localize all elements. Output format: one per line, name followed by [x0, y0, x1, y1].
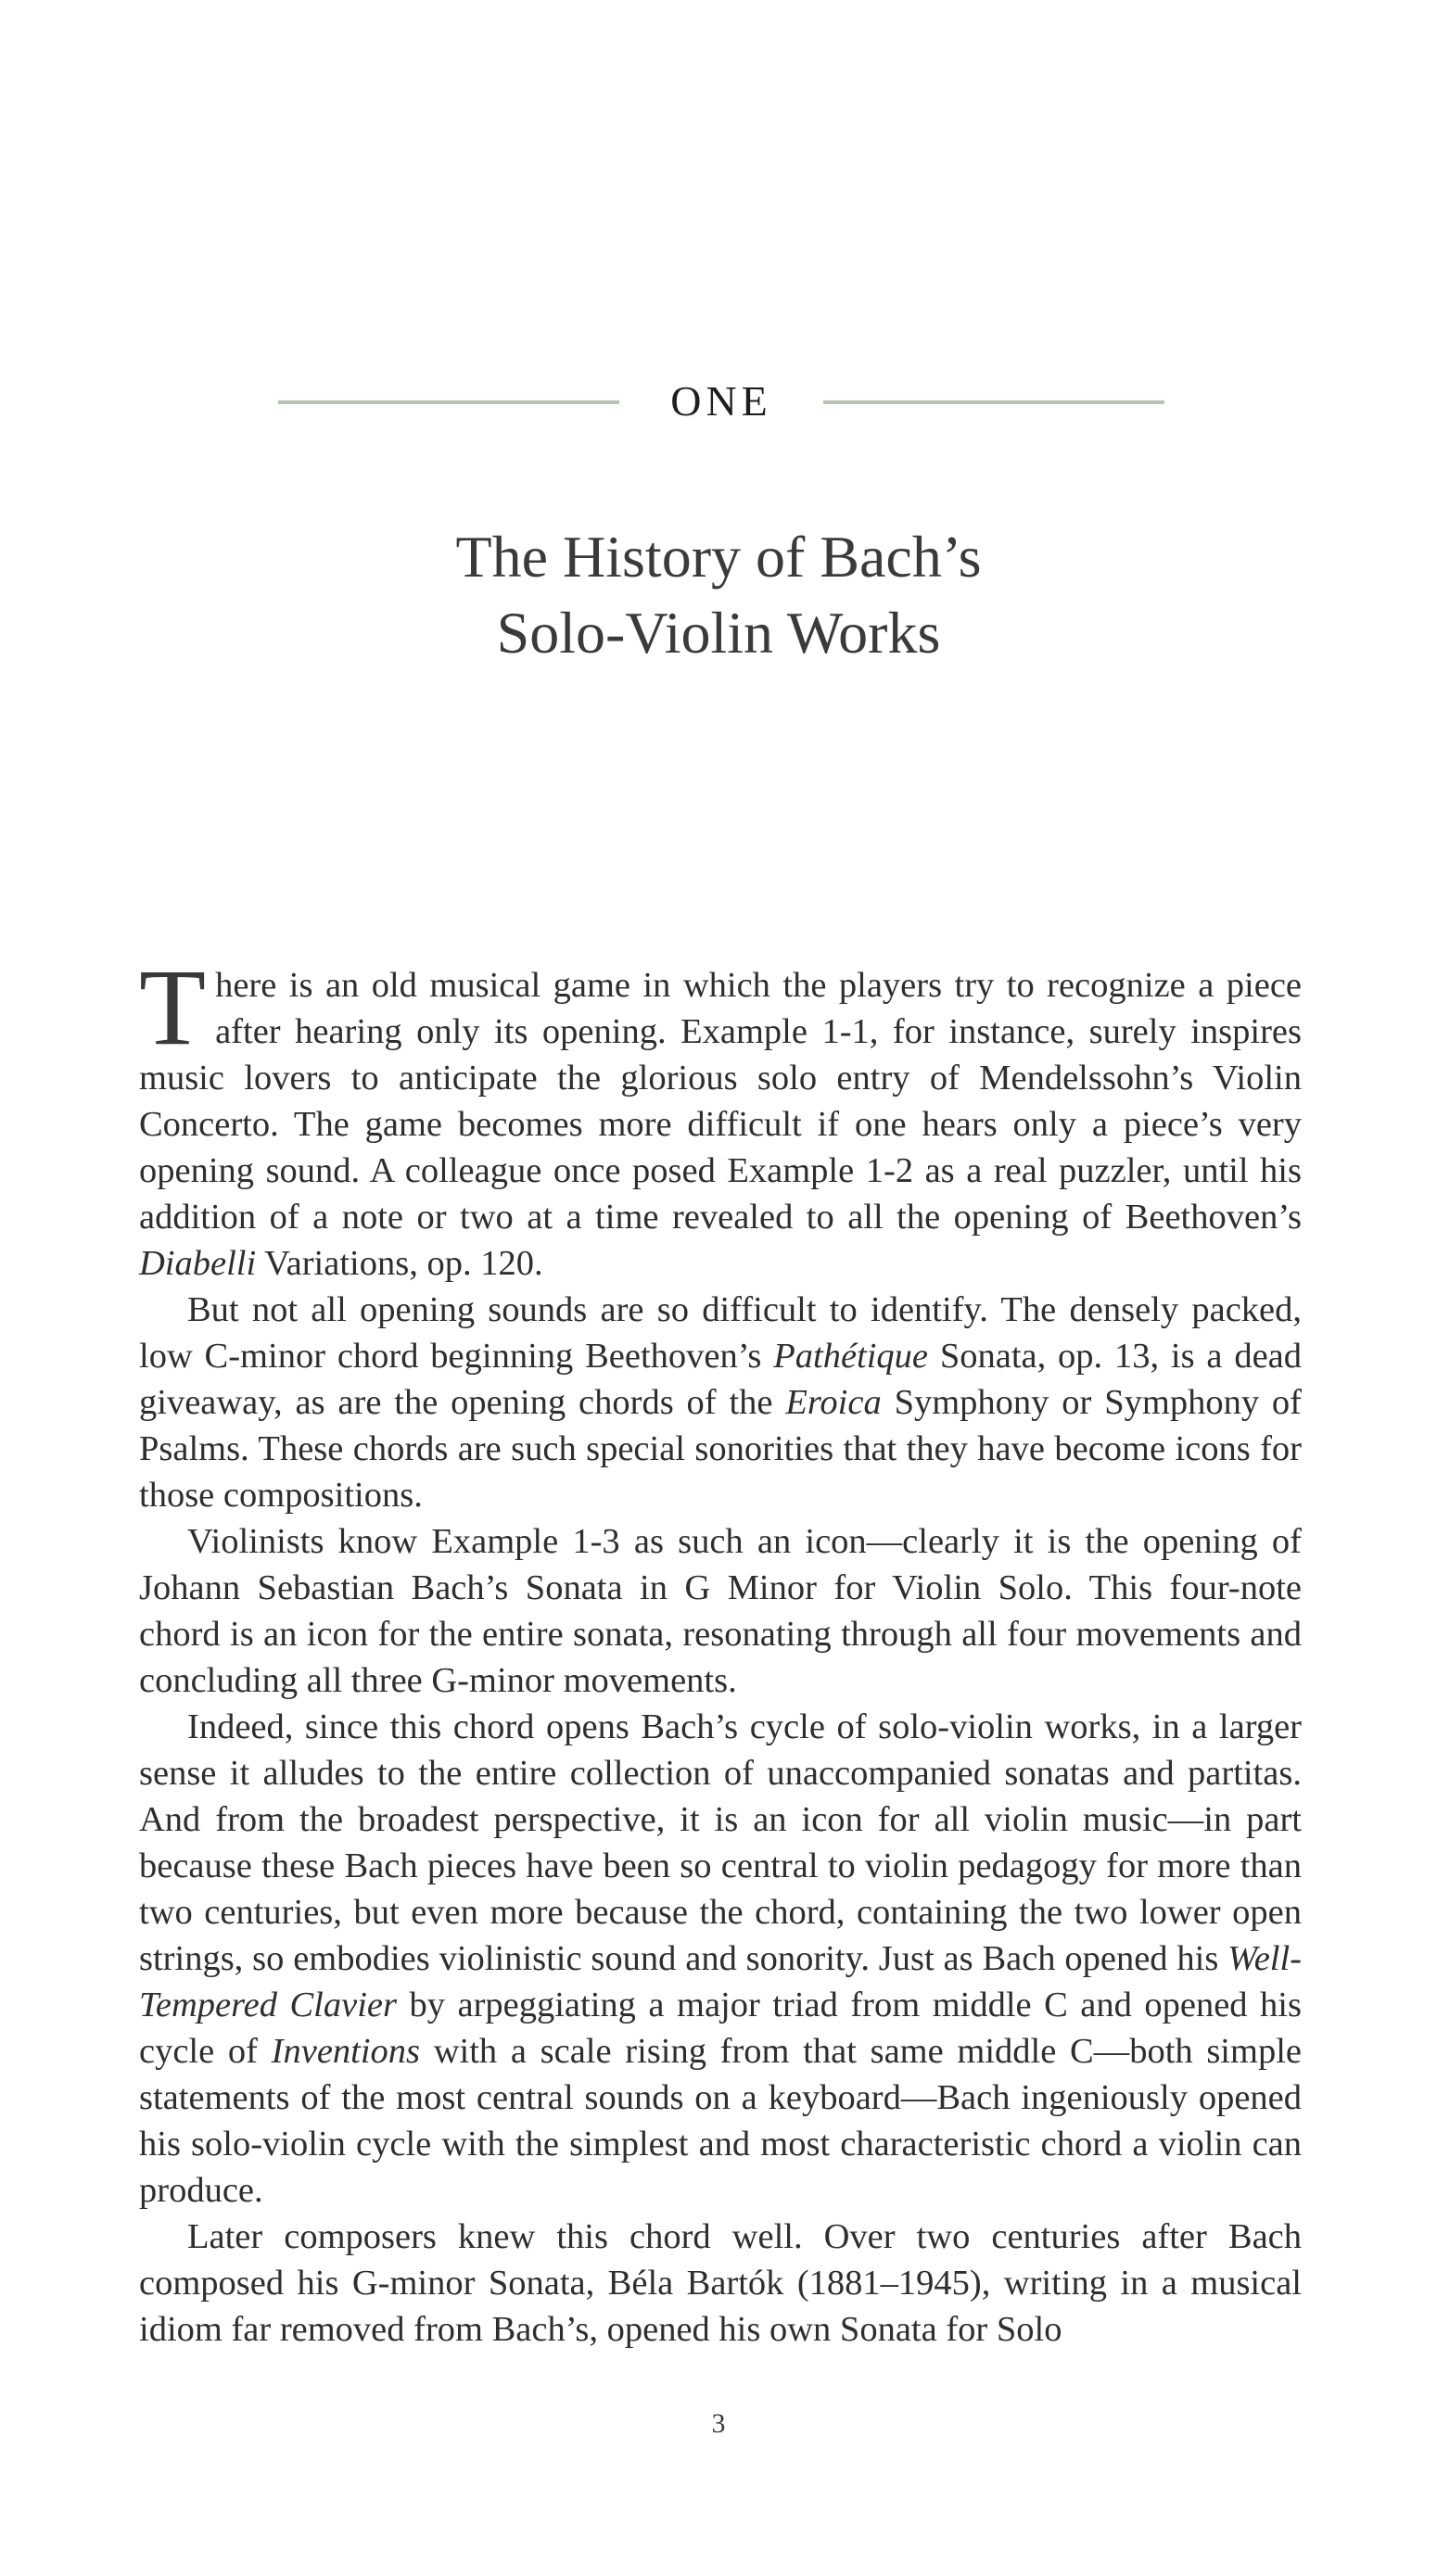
chapter-rule-left — [278, 400, 619, 404]
paragraph-2-text-b: Sonata, op. 13, is a dead giveaway, as are the opening chords of the — [139, 1337, 1302, 1422]
paragraph-3-text: Violinists know Example 1-3 as such an icon—clearly it is the opening of Johann Sebastian Bach’s Sonata in G Minor for Violin Solo. This four-note chord is an icon for the entire sonata, resonating through all four movements and concluding all three G-minor movements. — [139, 1522, 1302, 1700]
italic-title-well-tempered-clavier: Well-Tempered Clavier — [139, 1939, 1302, 2024]
paragraph-3 — [139, 1518, 1302, 1704]
chapter-rule-right — [823, 400, 1164, 404]
paragraph-5 — [139, 2214, 1302, 2353]
italic-title-inventions: Inventions — [271, 2032, 421, 2071]
chapter-title-line-1: The History of Bach’s — [455, 524, 982, 590]
paragraph-2-text-a: But not all opening sounds are so difficult to identify. The densely packed, low C-minor chord beginning Beethoven’s — [139, 1290, 1302, 1376]
paragraph-4 — [139, 1704, 1302, 2214]
paragraph-4-text-c: with a scale rising from that same middle C—both simple statements of the most central sounds on a keyboard—Bach ingeniously opened his solo-violin cycle with the simplest and most characteristic chord a violin can produce. — [139, 2032, 1302, 2210]
chapter-title-line-2: Solo-Violin Works — [496, 600, 941, 666]
paragraph-5-text: Later composers knew this chord well. Over two centuries after Bach composed his G-minor Sonata, Béla Bartók (1881–1945), writing in a musical idiom far removed from Bach’s, opened his own Sonata for Solo — [139, 2217, 1302, 2349]
chapter-number: ONE — [670, 377, 772, 425]
body-text — [139, 946, 1302, 2353]
italic-title-eroica: Eroica — [785, 1383, 882, 1422]
italic-title-pathetique: Pathétique — [773, 1337, 929, 1376]
page-number: 3 — [711, 2408, 726, 2439]
paragraph-2-text-c: Symphony or Symphony of Psalms. These chords are such special sonorities that they have become icons for those compositions. — [139, 1383, 1302, 1515]
paragraph-1-text-a: here is an old musical game in which the players try to recognize a piece after hearing only its opening. Example 1-1, for instance, surely inspires music lovers to anticipate the glorious solo entry of Mendelssohn’s Violin Concerto. The game becomes more difficult if one hears only a piece’s very opening sound. A colleague once posed Example 1-2 as a real puzzler, until his addition of a note or two at a time revealed to all the opening of Beethoven’s — [139, 966, 1302, 1237]
paragraph-4-text-a: Indeed, since this chord opens Bach’s cycle of solo-violin works, in a larger sense it alludes to the entire collection of unaccompanied sonatas and partitas. And from the broadest perspective, it is an icon for all violin music—in part because these Bach pieces have been so central to violin pedagogy for more than two centuries, but even more because the chord, containing the two lower open strings, so embodies violinistic sound and sonority. Just as Bach opened his — [139, 1707, 1302, 1978]
paragraph-2 — [139, 1287, 1302, 1518]
drop-cap: T — [139, 946, 207, 1068]
paragraph-1-text-b: Variations, op. 120. — [256, 1244, 543, 1283]
paragraph-1 — [139, 946, 1302, 1287]
chapter-heading — [0, 369, 1437, 434]
paragraph-4-text-b: by arpeggiating a major triad from middle C and opened his cycle of — [139, 1986, 1302, 2071]
italic-title-diabelli: Diabelli — [139, 1244, 257, 1283]
chapter-title — [0, 519, 1437, 671]
